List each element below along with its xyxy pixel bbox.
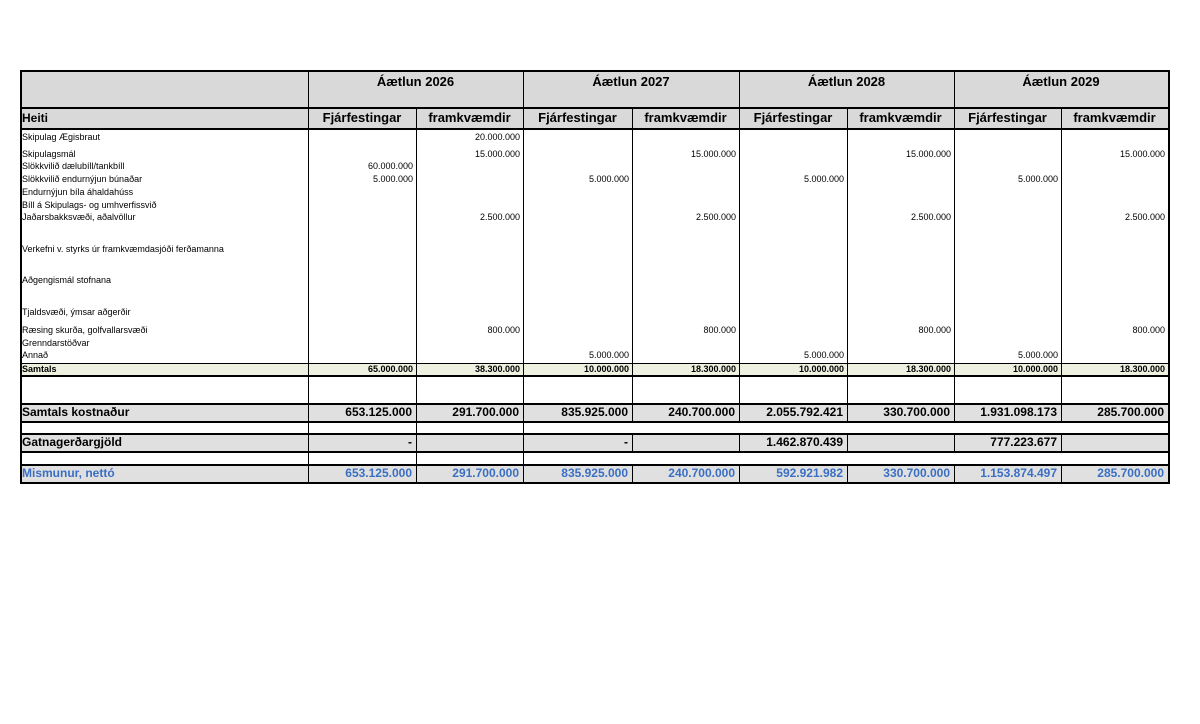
grid-vline <box>308 404 309 421</box>
row-value: 15.000.000 <box>905 149 951 159</box>
row-value: 5.000.000 <box>588 174 629 184</box>
samtals-value: 65.000.000 <box>367 364 413 374</box>
samtals-kostnadur-value: 1.931.098.173 <box>980 405 1057 419</box>
year-header-2: Áætlun 2027 <box>592 74 670 89</box>
row-value: 15.000.000 <box>474 149 520 159</box>
row-label: Aðgengismál stofnana <box>22 275 112 285</box>
row-label: Skipulag Ægisbraut <box>22 132 101 142</box>
grid-vline <box>632 404 633 421</box>
gatnagerd-value: 777.223.677 <box>990 435 1057 449</box>
grid-hline <box>20 403 1170 405</box>
row-value: 20.000.000 <box>474 132 520 142</box>
grid-vline <box>954 465 955 482</box>
grid-vline <box>847 108 848 376</box>
samtals-value: 10.000.000 <box>583 364 629 374</box>
row-value: 5.000.000 <box>803 174 844 184</box>
row-label: Jaðarsbakksvæði, aðalvöllur <box>22 212 136 222</box>
row-value: 800.000 <box>918 325 951 335</box>
year-header-1: Áætlun 2026 <box>376 74 455 89</box>
row-value: 5.000.000 <box>588 350 629 360</box>
samtals-value: 10.000.000 <box>1012 364 1058 374</box>
samtals-kostnadur-value: 835.925.000 <box>561 405 628 419</box>
grid-vline <box>523 376 524 404</box>
sub-header-4: framkvæmdir <box>644 110 727 125</box>
grid-vline <box>523 70 524 108</box>
grid-hline <box>20 128 1170 130</box>
gatnagerd-label: Gatnagerðargjöld <box>22 435 123 449</box>
row-value: 5.000.000 <box>1017 174 1058 184</box>
grid-vline <box>1061 108 1062 376</box>
row-label: Ræsing skurða, golfvallarsvæði <box>22 325 148 335</box>
grid-vline <box>847 465 848 482</box>
grid-hline <box>20 433 1170 435</box>
samtals-kostnadur-label: Samtals kostnaður <box>22 405 130 419</box>
mismunur-value: 835.925.000 <box>561 466 628 480</box>
grid-hline <box>20 107 1170 109</box>
sub-header-7: Fjárfestingar <box>968 110 1047 125</box>
grid-vline <box>416 465 417 482</box>
row-value: 2.500.000 <box>910 212 951 222</box>
grid-vline <box>954 376 955 404</box>
grid-vline <box>308 108 309 376</box>
grid-hline <box>20 363 1170 364</box>
samtals-kostnadur-value: 240.700.000 <box>668 405 735 419</box>
mismunur-label: Mismunur, nettó <box>22 466 115 480</box>
row-label: Skipulagsmál <box>22 149 76 159</box>
row-label: Bíll á Skipulags- og umhverfissvið <box>22 200 157 210</box>
mismunur-value: 653.125.000 <box>345 466 412 480</box>
grid-vline <box>416 404 417 421</box>
sub-header-6: framkvæmdir <box>859 110 942 125</box>
row-value: 15.000.000 <box>1119 149 1165 159</box>
grid-hline <box>20 464 1170 466</box>
grid-vline <box>308 434 309 451</box>
sub-header-2: framkvæmdir <box>428 110 511 125</box>
samtals-label: Samtals <box>22 364 57 374</box>
grid-vline <box>954 404 955 421</box>
row-value: 15.000.000 <box>690 149 736 159</box>
samtals-kostnadur-value: 291.700.000 <box>452 405 519 419</box>
grid-hline <box>20 482 1170 484</box>
row-value: 5.000.000 <box>372 174 413 184</box>
grid-vline <box>1061 376 1062 404</box>
grid-vline <box>739 404 740 421</box>
row-label: Slökkvilið endurnýjun búnaðar <box>22 174 143 184</box>
row-label: Endurnýjun bíla áhaldahúss <box>22 187 134 197</box>
row-value: 800.000 <box>1132 325 1165 335</box>
grid-vline <box>847 434 848 451</box>
grid-vline <box>632 465 633 482</box>
grid-vline <box>1061 434 1062 451</box>
grid-vline <box>416 108 417 376</box>
mismunur-value: 291.700.000 <box>452 466 519 480</box>
grid-vline <box>739 108 740 376</box>
grid-vline <box>308 376 309 404</box>
row-label: Tjaldsvæði, ýmsar aðgerðir <box>22 307 131 317</box>
samtals-value: 10.000.000 <box>798 364 844 374</box>
mismunur-value: 240.700.000 <box>668 466 735 480</box>
gatnagerd-value: 1.462.870.439 <box>766 435 843 449</box>
grid-vline <box>954 108 955 376</box>
grid-hline <box>20 375 1170 377</box>
year-header-3: Áætlun 2028 <box>807 74 886 89</box>
grid-hline <box>20 70 1170 72</box>
grid-vline <box>1061 465 1062 482</box>
grid-vline <box>632 434 633 451</box>
heiti-header: Heiti <box>22 111 49 125</box>
grid-vline <box>847 376 848 404</box>
gatnagerd-value: - <box>624 435 628 449</box>
grid-vline <box>847 404 848 421</box>
samtals-kostnadur-value: 285.700.000 <box>1097 405 1164 419</box>
row-value: 2.500.000 <box>695 212 736 222</box>
row-value: 2.500.000 <box>1124 212 1165 222</box>
sub-header-8: framkvæmdir <box>1073 110 1156 125</box>
year-header-4: Áætlun 2029 <box>1022 74 1100 89</box>
grid-hline <box>20 421 1170 423</box>
grid-vline <box>632 376 633 404</box>
row-label: Slökkvilið dælubíll/tankbíll <box>22 161 125 171</box>
samtals-kostnadur-value: 2.055.792.421 <box>766 405 843 419</box>
grid-vline <box>739 434 740 451</box>
grid-vline <box>523 465 524 482</box>
grid-vline <box>739 376 740 404</box>
grid-vline <box>954 70 955 108</box>
samtals-value: 18.300.000 <box>690 364 736 374</box>
row-value: 60.000.000 <box>367 161 413 171</box>
grid-vline <box>308 465 309 482</box>
grid-vline <box>416 376 417 404</box>
sub-header-3: Fjárfestingar <box>538 110 617 125</box>
gatnagerd-value: - <box>408 435 412 449</box>
grid-vline <box>523 434 524 451</box>
row-value: 2.500.000 <box>479 212 520 222</box>
mismunur-value: 592.921.982 <box>776 466 843 480</box>
grid-vline <box>954 434 955 451</box>
samtals-value: 18.300.000 <box>1119 364 1165 374</box>
grid-vline <box>523 108 524 376</box>
row-value: 5.000.000 <box>803 350 844 360</box>
grid-vline <box>739 465 740 482</box>
row-label: Verkefni v. styrks úr framkvæmdasjóði ferðamanna <box>22 244 224 254</box>
row-value: 800.000 <box>487 325 520 335</box>
sub-header-1: Fjárfestingar <box>322 110 402 125</box>
grid-vline <box>632 108 633 376</box>
samtals-kostnadur-value: 653.125.000 <box>345 405 412 419</box>
mismunur-value: 1.153.874.497 <box>980 466 1057 480</box>
samtals-value: 38.300.000 <box>474 364 520 374</box>
row-value: 5.000.000 <box>1017 350 1058 360</box>
row-label: Grenndarstöðvar <box>22 338 90 348</box>
samtals-value: 18.300.000 <box>905 364 951 374</box>
sub-header-5: Fjárfestingar <box>753 110 833 125</box>
row-label: Annað <box>22 350 49 360</box>
grid-vline <box>416 434 417 451</box>
grid-vline <box>739 70 740 108</box>
grid-vline <box>523 404 524 421</box>
samtals-kostnadur-value: 330.700.000 <box>883 405 950 419</box>
mismunur-value: 285.700.000 <box>1097 466 1164 480</box>
row-value: 800.000 <box>703 325 736 335</box>
grid-vline <box>1061 404 1062 421</box>
grid-hline <box>20 451 1170 453</box>
mismunur-value: 330.700.000 <box>883 466 950 480</box>
grid-vline <box>308 70 309 108</box>
